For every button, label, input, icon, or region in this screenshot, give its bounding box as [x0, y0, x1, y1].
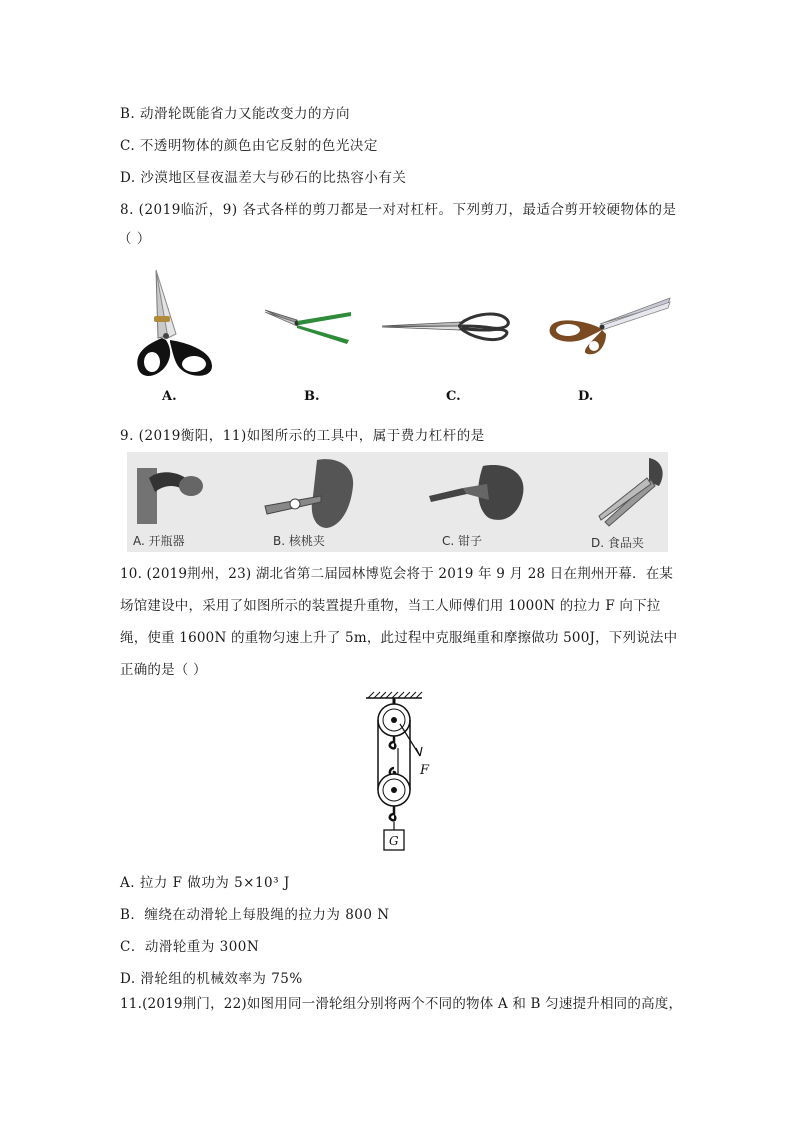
- q10-option-a: A. 拉力 F 做功为 5×10³ J: [120, 875, 290, 891]
- q8-label-c: C.: [446, 389, 461, 404]
- nutcracker-image: [257, 456, 367, 532]
- q9-caption-c: C. 钳子: [442, 534, 483, 548]
- food-tongs-image: [589, 456, 669, 536]
- q8-label-d: D.: [578, 389, 594, 404]
- scissors-d-image: [544, 294, 672, 356]
- q10-stem-line2: 场馆建设中，采用了如图所示的装置提升重物，当工人师傅们用 1000N 的拉力 F 向下拉: [120, 598, 661, 614]
- q8-label-b: B.: [304, 389, 320, 404]
- pulley-diagram: [360, 690, 450, 855]
- scissors-a-image: [128, 266, 220, 386]
- q9-caption-a: A. 开瓶器: [133, 534, 185, 548]
- q9-tools-photo: [127, 452, 668, 552]
- q11-stem: 11.(2019荆门，22)如图用同一滑轮组分别将两个不同的物体 A 和 B 匀速提升相同的高度，: [120, 996, 683, 1012]
- q10-stem-line4: 正确的是（ ）: [120, 662, 207, 678]
- q9-stem: 9. (2019衡阳，11)如图所示的工具中，属于费力杠杆的是: [120, 428, 485, 444]
- q9-caption-d: D. 食品夹: [591, 536, 644, 550]
- scissors-b-image: [263, 300, 353, 350]
- q9-caption-b: B. 核桃夹: [273, 534, 325, 548]
- force-label-f: F: [420, 763, 430, 778]
- q8-label-a: A.: [162, 389, 177, 404]
- option-c-prev: C. 不透明物体的颜色由它反射的色光决定: [120, 138, 378, 154]
- q8-stem: 8. (2019临沂，9) 各式各样的剪刀都是一对对杠杆。下列剪刀，最适合剪开较硬物体的是: [120, 202, 677, 218]
- q10-option-d: D. 滑轮组的机械效率为 75%: [120, 971, 303, 987]
- option-d-prev: D. 沙漠地区昼夜温差大与砂石的比热容小有关: [120, 170, 407, 186]
- scissors-c-image: [380, 310, 520, 346]
- q8-answer-blank: （ ）: [118, 231, 151, 247]
- bottle-opener-image: [131, 458, 211, 528]
- q10-option-c: C．动滑轮重为 300N: [120, 939, 260, 955]
- option-b-prev: B. 动滑轮既能省力又能改变力的方向: [120, 106, 351, 122]
- weight-label-g: G: [389, 834, 399, 848]
- pliers-image: [423, 458, 533, 528]
- q10-stem-line1: 10. (2019荆州，23) 湖北省第二届园林博览会将于 2019 年 9 月 28 日在荆州开幕．在某: [120, 566, 674, 582]
- q10-stem-line3: 绳，使重 1600N 的重物匀速上升了 5m，此过程中克服绳重和摩擦做功 500J，下列说法中: [120, 630, 678, 646]
- q10-option-b: B．缠绕在动滑轮上每股绳的拉力为 800 N: [120, 907, 390, 923]
